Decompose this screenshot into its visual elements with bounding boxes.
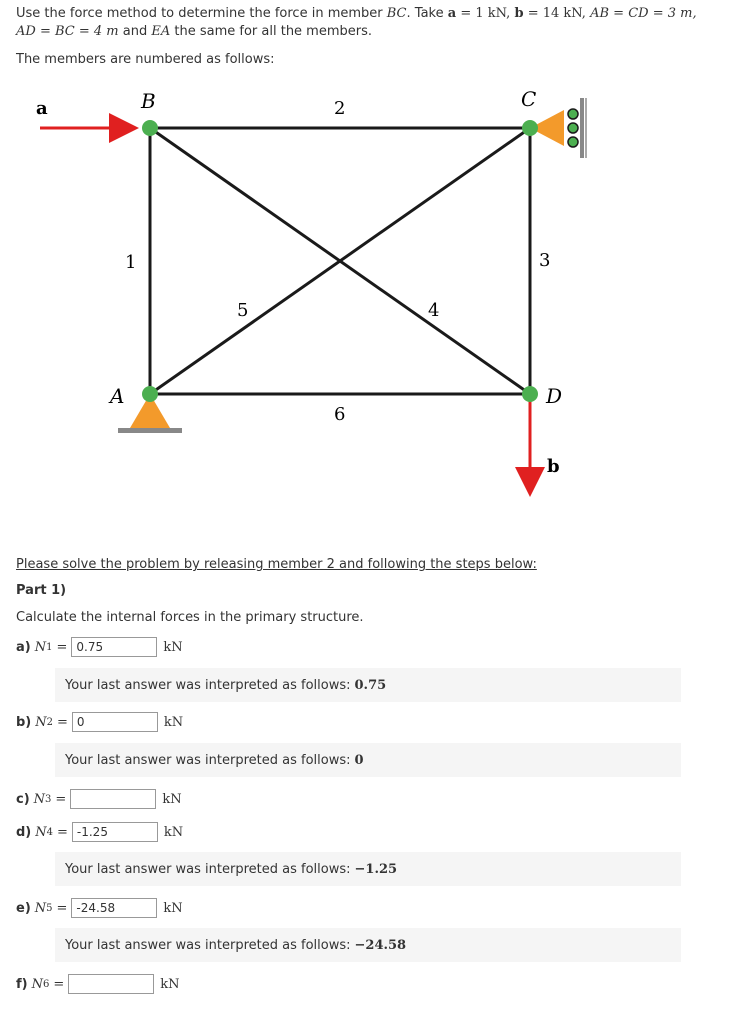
feedback-prefix-a: Your last answer was interpreted as follows: bbox=[65, 677, 351, 693]
label-node-B: B bbox=[141, 89, 156, 113]
node-B bbox=[142, 120, 158, 136]
equals-d: = bbox=[57, 824, 68, 840]
feedback-value-a: 0.75 bbox=[354, 677, 387, 693]
problem-and: and bbox=[122, 24, 148, 39]
answer-label-c: c) bbox=[16, 791, 30, 807]
feedback-b bbox=[55, 743, 681, 777]
label-node-A: A bbox=[110, 384, 125, 408]
answer-var-b: N bbox=[35, 714, 47, 730]
label-member-4: 4 bbox=[428, 300, 440, 321]
answer-var-f: N bbox=[31, 976, 43, 992]
answer-var-a: N bbox=[34, 639, 47, 655]
feedback-value-b: 0 bbox=[354, 752, 364, 768]
problem-member: BC bbox=[386, 6, 407, 21]
answer-sub-d: 4 bbox=[46, 826, 53, 838]
answer-row-c bbox=[16, 787, 182, 811]
label-member-5: 5 bbox=[237, 300, 249, 321]
answer-input-n4[interactable] bbox=[72, 822, 158, 842]
answer-sub-a: 1 bbox=[46, 641, 53, 653]
label-load-b: b bbox=[547, 456, 560, 477]
equals-c: = bbox=[55, 791, 67, 807]
numbering-text: The members are numbered as follows: bbox=[16, 52, 275, 67]
answer-sub-c: 3 bbox=[45, 793, 52, 805]
instructions-text: Please solve the problem by releasing member 2 and following the steps below: bbox=[16, 557, 537, 572]
problem-take: . Take bbox=[406, 6, 444, 21]
equals-a: = bbox=[56, 639, 68, 655]
answer-var-e: N bbox=[34, 900, 47, 916]
label-member-6: 6 bbox=[334, 404, 346, 425]
feedback-value-d: −1.25 bbox=[354, 861, 398, 877]
problem-b-symbol: b bbox=[514, 6, 524, 21]
problem-line-1 bbox=[16, 6, 697, 21]
unit-b: kN bbox=[163, 714, 184, 730]
label-member-2: 2 bbox=[334, 98, 346, 119]
part-title: Part 1) bbox=[16, 583, 67, 598]
label-member-1: 1 bbox=[125, 252, 137, 273]
feedback-prefix-b: Your last answer was interpreted as follows: bbox=[65, 752, 351, 768]
answer-input-n1[interactable] bbox=[71, 637, 157, 657]
answer-input-n6[interactable] bbox=[68, 974, 154, 994]
problem-rest: the same for all the members. bbox=[174, 24, 373, 39]
answer-input-n2[interactable] bbox=[72, 712, 158, 732]
label-node-C: C bbox=[521, 87, 537, 111]
answer-input-n3[interactable] bbox=[70, 789, 156, 809]
equals-b: = bbox=[57, 714, 68, 730]
answer-sub-e: 5 bbox=[46, 902, 53, 914]
node-A bbox=[142, 386, 158, 402]
part-description: Calculate the internal forces in the primary structure. bbox=[16, 610, 364, 625]
answer-row-e bbox=[16, 896, 183, 920]
feedback-prefix-e: Your last answer was interpreted as follows: bbox=[65, 937, 351, 953]
problem-a-symbol: a bbox=[447, 6, 457, 21]
answer-row-a bbox=[16, 635, 183, 659]
answer-label-b: b) bbox=[16, 714, 32, 730]
node-C bbox=[522, 120, 538, 136]
unit-c: kN bbox=[162, 791, 182, 807]
answer-label-e: e) bbox=[16, 900, 31, 916]
unit-a: kN bbox=[163, 639, 183, 655]
node-D bbox=[522, 386, 538, 402]
answer-var-c: N bbox=[33, 791, 46, 807]
wall-C bbox=[580, 98, 584, 158]
feedback-value-e: −24.58 bbox=[354, 937, 407, 953]
problem-a-value: = 1 kN, bbox=[460, 6, 511, 21]
problem-ad-bc: AD = BC = 4 m bbox=[16, 24, 119, 39]
answer-input-n5[interactable] bbox=[71, 898, 157, 918]
answer-label-d: d) bbox=[16, 824, 32, 840]
feedback-prefix-d: Your last answer was interpreted as follows: bbox=[65, 861, 351, 877]
answer-sub-b: 2 bbox=[46, 716, 53, 728]
problem-intro: Use the force method to determine the force in member bbox=[16, 6, 383, 21]
label-member-3: 3 bbox=[539, 250, 551, 271]
problem-ab-cd: AB = CD = 3 m, bbox=[590, 6, 697, 21]
feedback-d bbox=[55, 852, 681, 886]
answer-row-b bbox=[16, 710, 183, 734]
answer-row-d bbox=[16, 820, 183, 844]
answer-label-a: a) bbox=[16, 639, 31, 655]
ground-A bbox=[118, 428, 182, 433]
feedback-a bbox=[55, 668, 681, 702]
answer-var-d: N bbox=[35, 824, 47, 840]
answer-row-f bbox=[16, 972, 180, 996]
label-load-a: a bbox=[36, 98, 48, 119]
problem-b-value: = 14 kN, bbox=[527, 6, 586, 21]
feedback-e bbox=[55, 928, 681, 962]
problem-line-2 bbox=[16, 24, 372, 39]
label-node-D: D bbox=[546, 384, 563, 408]
unit-e: kN bbox=[163, 900, 183, 916]
equals-e: = bbox=[56, 900, 68, 916]
problem-ea: EA bbox=[151, 24, 171, 39]
truss-diagram bbox=[0, 80, 740, 520]
answer-sub-f: 6 bbox=[42, 978, 50, 990]
answer-label-f: f) bbox=[16, 976, 28, 992]
unit-f: kN bbox=[160, 976, 180, 992]
unit-d: kN bbox=[163, 824, 184, 840]
equals-f: = bbox=[53, 976, 65, 992]
